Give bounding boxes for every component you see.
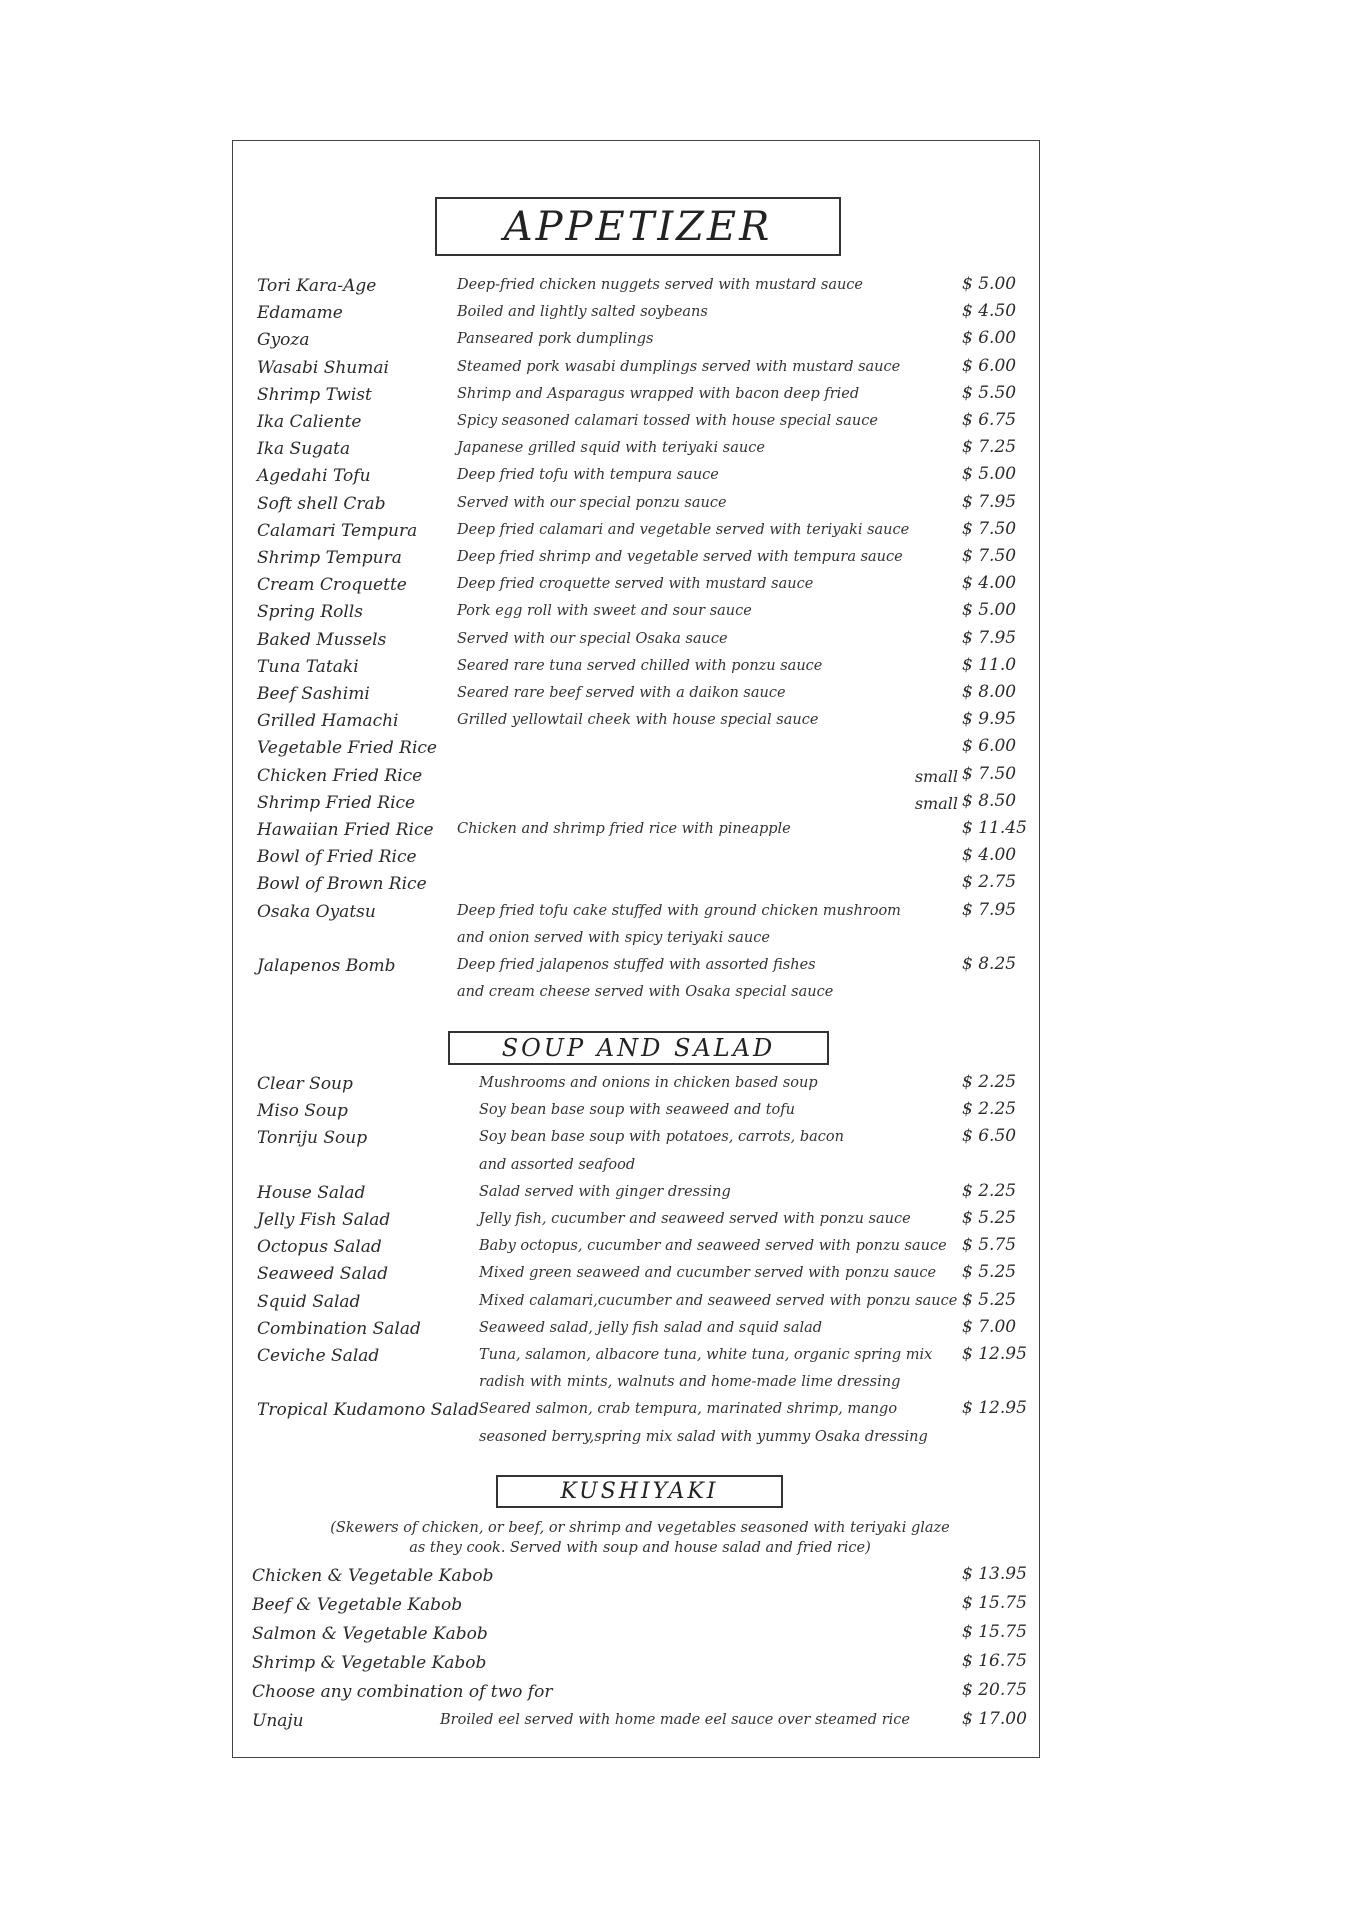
menu-item-price: $ 11.0 [962, 654, 1017, 675]
menu-item-name: Gyoza [257, 330, 310, 351]
menu-item-name: Unaju [252, 1711, 304, 1731]
menu-item-price: $ 2.25 [962, 1099, 1017, 1120]
menu-item-name: Shrimp & Vegetable Kabob [252, 1653, 487, 1673]
menu-item-price: $ 7.95 [962, 899, 1017, 920]
menu-item-description: Salad served with ginger dressing [479, 1183, 731, 1200]
menu-item-name: Choose any combination of two for [252, 1682, 553, 1702]
menu-item-description: Seared rare tuna served chilled with ponzu sauce [457, 657, 823, 674]
menu-item-description: Mixed green seaweed and cucumber served with ponzu sauce [479, 1265, 937, 1282]
menu-item-price: $ 8.00 [962, 682, 1017, 702]
menu-item-price: $ 5.25 [962, 1262, 1017, 1283]
menu-item-name: Chicken Fried Rice [257, 765, 423, 786]
menu-item-price: $ 6.00 [962, 355, 1017, 376]
menu-item-description: Soy bean base soup with seaweed and tofu [479, 1102, 795, 1119]
kushiyaki-note-line-1: (Skewers of chicken, or beef, or shrimp and vegetables seasoned with teriyaki glaze [330, 1520, 950, 1536]
menu-item-description: Tuna, salamon, albacore tuna, white tuna, organic spring mix [479, 1347, 933, 1363]
menu-item-name: Edamame [257, 303, 343, 324]
menu-item-description: Mixed calamari,cucumber and seaweed served with ponzu sauce [479, 1292, 958, 1309]
menu-item-name: Wasabi Shumai [257, 357, 389, 378]
menu-item-description: Spicy seasoned calamari tossed with house special sauce [457, 413, 878, 429]
menu-item-price: $ 7.50 [962, 518, 1017, 539]
menu-item-price: $ 4.00 [962, 573, 1017, 594]
menu-item-price: $ 5.00 [962, 464, 1017, 485]
menu-item-price: $ 15.75 [962, 1593, 1027, 1613]
menu-item-description: Deep-fried chicken nuggets served with mustard sauce [457, 277, 863, 293]
menu-item-name: Miso Soup [257, 1101, 348, 1122]
menu-item-price: $ 2.75 [962, 872, 1017, 893]
menu-item-price: $ 12.95 [962, 1398, 1027, 1419]
menu-item-description: Boiled and lightly salted soybeans [457, 304, 708, 321]
menu-item-name: Baked Mussels [257, 629, 387, 650]
menu-item-size: small [914, 766, 958, 786]
menu-item-description: Baby octopus, cucumber and seaweed served with ponzu sauce [479, 1238, 947, 1255]
menu-item-name: Combination Salad [257, 1318, 421, 1339]
menu-page-frame [232, 140, 1040, 1758]
menu-item-price: $ 5.50 [962, 382, 1017, 403]
menu-item-price: $ 8.25 [962, 954, 1017, 974]
menu-item-description-continued: radish with mints, walnuts and home-made lime dressing [479, 1374, 901, 1391]
menu-item-name: Jelly Fish Salad [257, 1210, 391, 1230]
menu-item-description-continued: and assorted seafood [479, 1156, 636, 1173]
menu-item-description: Seaweed salad, jelly fish salad and squid salad [479, 1319, 823, 1336]
menu-item-price: $ 5.75 [962, 1235, 1017, 1256]
menu-item-price: $ 5.00 [962, 600, 1017, 621]
appetizer-title: APPETIZER [435, 197, 841, 256]
menu-item-name: Tuna Tataki [257, 656, 359, 677]
menu-item-price: $ 7.95 [962, 491, 1017, 512]
menu-item-name: Seaweed Salad [257, 1264, 389, 1285]
menu-item-price: $ 15.75 [962, 1622, 1027, 1642]
menu-item-price: $ 2.25 [962, 1072, 1017, 1092]
menu-item-description-continued: and onion served with spicy teriyaki sauce [457, 929, 770, 946]
menu-item-price: $ 11.45 [962, 818, 1027, 838]
menu-item-name: Jalapenos Bomb [257, 956, 396, 976]
menu-item-name: Octopus Salad [257, 1237, 382, 1258]
menu-item-price: $ 8.50 [962, 790, 1017, 811]
menu-item-name: Bowl of Brown Rice [257, 874, 427, 895]
menu-item-description: Deep fried shrimp and vegetable served with tempura sauce [457, 549, 903, 565]
menu-item-price: $ 12.95 [962, 1344, 1027, 1364]
menu-item-name: Shrimp Fried Rice [257, 792, 416, 813]
menu-item-description: Mushrooms and onions in chicken based soup [479, 1075, 818, 1091]
menu-item-description: Jelly fish, cucumber and seaweed served with ponzu sauce [479, 1211, 911, 1227]
menu-item-name: Hawaiian Fried Rice [257, 820, 434, 840]
menu-item-description: Shrimp and Asparagus wrapped with bacon deep fried [457, 385, 860, 402]
menu-item-description: Chicken and shrimp fried rice with pineapple [457, 821, 791, 837]
menu-item-name: Ceviche Salad [257, 1346, 380, 1366]
menu-item-name: Ika Caliente [257, 412, 362, 432]
menu-item-description: Deep fried croquette served with mustard sauce [457, 576, 814, 593]
menu-item-price: $ 2.25 [962, 1180, 1017, 1201]
menu-item-price: $ 6.00 [962, 736, 1017, 757]
menu-item-description: Deep fried calamari and vegetable served with teriyaki sauce [457, 521, 910, 538]
menu-item-price: $ 5.00 [962, 274, 1017, 294]
menu-item-name: Bowl of Fried Rice [257, 847, 417, 868]
kushiyaki-title: KUSHIYAKI [496, 1475, 783, 1508]
menu-item-description: Served with our special Osaka sauce [457, 630, 728, 647]
menu-item-name: Calamari Tempura [257, 520, 418, 541]
menu-item-price: $ 6.50 [962, 1126, 1017, 1147]
menu-item-name: Squid Salad [257, 1291, 361, 1312]
kushiyaki-note-line-2: as they cook. Served with soup and house salad and fried rice) [409, 1540, 871, 1556]
menu-item-description: Deep fried tofu cake stuffed with ground chicken mushroom [457, 902, 901, 919]
menu-item-description: Seared salmon, crab tempura, marinated shrimp, mango [479, 1401, 898, 1418]
menu-item-description: Deep fried tofu with tempura sauce [457, 467, 719, 484]
menu-item-price: $ 5.25 [962, 1208, 1017, 1228]
menu-item-price: $ 7.50 [962, 546, 1017, 566]
menu-item-description: Steamed pork wasabi dumplings served with mustard sauce [457, 358, 901, 375]
menu-item-name: Vegetable Fried Rice [257, 738, 437, 759]
menu-item-price: $ 13.95 [962, 1564, 1027, 1584]
menu-item-price: $ 20.75 [962, 1680, 1027, 1700]
menu-item-name: Beef Sashimi [257, 684, 370, 704]
menu-item-price: $ 7.95 [962, 627, 1017, 648]
soup-and-salad-title: SOUP AND SALAD [448, 1031, 829, 1065]
menu-item-description: Deep fried jalapenos stuffed with assorted fishes [457, 957, 816, 973]
menu-item-price: $ 4.50 [962, 301, 1017, 322]
menu-item-name: Osaka Oyatsu [257, 901, 376, 922]
menu-item-description: Pork egg roll with sweet and sour sauce [457, 603, 752, 620]
menu-item-price: $ 16.75 [962, 1651, 1027, 1671]
menu-item-price: $ 5.25 [962, 1289, 1017, 1310]
menu-item-name: Spring Rolls [257, 602, 363, 623]
menu-item-price: $ 7.25 [962, 437, 1017, 458]
menu-item-name: Beef & Vegetable Kabob [252, 1595, 463, 1615]
menu-item-name: Agedahi Tofu [257, 466, 371, 487]
menu-item-name: Cream Croquette [257, 575, 407, 596]
menu-item-price: $ 7.00 [962, 1316, 1017, 1337]
menu-item-name: Ika Sugata [257, 439, 351, 460]
menu-item-size: small [914, 793, 958, 813]
menu-item-price: $ 6.75 [962, 410, 1017, 430]
menu-item-description: Seared rare beef served with a daikon sauce [457, 685, 786, 701]
menu-item-price: $ 9.95 [962, 709, 1017, 730]
menu-item-price: $ 17.00 [962, 1709, 1027, 1729]
menu-item-description: Broiled eel served with home made eel sauce over steamed rice [440, 1712, 910, 1728]
menu-item-name: Salmon & Vegetable Kabob [252, 1624, 488, 1644]
menu-item-name: House Salad [257, 1182, 366, 1203]
menu-item-price: $ 6.00 [962, 328, 1017, 349]
menu-item-price: $ 7.50 [962, 763, 1017, 784]
menu-item-price: $ 4.00 [962, 845, 1017, 866]
menu-item-name: Tori Kara-Age [257, 276, 377, 296]
menu-item-description-continued: seasoned berry,spring mix salad with yummy Osaka dressing [479, 1428, 928, 1445]
menu-item-description: Soy bean base soup with potatoes, carrots, bacon [479, 1129, 844, 1146]
menu-item-description: Served with our special ponzu sauce [457, 494, 727, 511]
menu-item-description: Panseared pork dumplings [457, 331, 654, 348]
menu-item-name: Shrimp Tempura [257, 548, 402, 568]
menu-item-name: Tonriju Soup [257, 1128, 368, 1149]
menu-item-name: Shrimp Twist [257, 384, 372, 405]
menu-item-description-continued: and cream cheese served with Osaka special sauce [457, 984, 834, 1001]
menu-item-description: Japanese grilled squid with teriyaki sauce [457, 440, 765, 457]
menu-item-name: Grilled Hamachi [257, 711, 399, 732]
menu-item-name: Clear Soup [257, 1074, 353, 1094]
menu-item-name: Chicken & Vegetable Kabob [252, 1566, 494, 1586]
menu-item-name: Tropical Kudamono Salad [257, 1400, 479, 1421]
menu-item-name: Soft shell Crab [257, 493, 386, 514]
menu-item-description: Grilled yellowtail cheek with house special sauce [457, 712, 819, 729]
